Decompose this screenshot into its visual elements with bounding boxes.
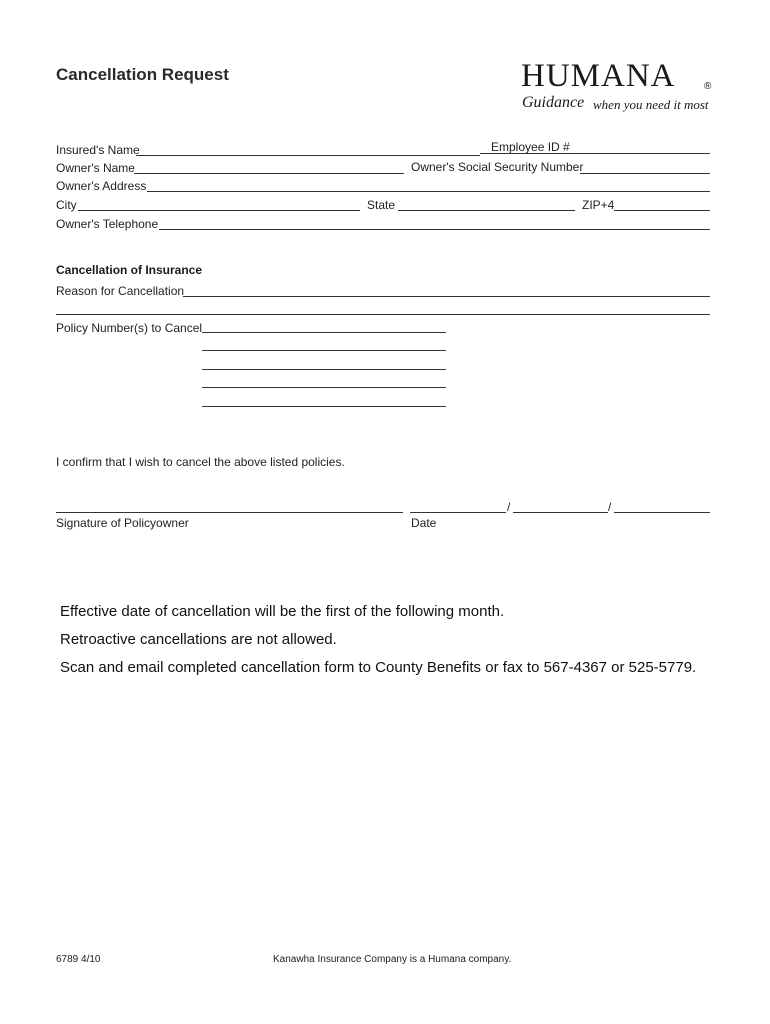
reason-field[interactable]	[183, 282, 710, 297]
city-field[interactable]	[78, 196, 360, 211]
insured-name-field[interactable]	[136, 141, 480, 156]
owner-name-label: Owner's Name	[56, 161, 135, 175]
policy-number-field-1[interactable]	[202, 318, 446, 333]
city-label: City	[56, 198, 77, 212]
reason-label: Reason for Cancellation	[56, 284, 185, 298]
employee-id-label: Employee ID #	[491, 140, 570, 154]
notice-retroactive: Retroactive cancellations are not allowed.	[60, 631, 337, 648]
employee-id-line	[480, 153, 710, 154]
date-year-field[interactable]	[614, 498, 710, 513]
cancellation-section-title: Cancellation of Insurance	[56, 263, 203, 277]
policy-number-field-5[interactable]	[202, 392, 446, 407]
date-month-field[interactable]	[410, 498, 506, 513]
employee-id-field[interactable]	[478, 139, 710, 153]
owner-name-field[interactable]	[134, 159, 404, 174]
owner-telephone-label: Owner's Telephone	[56, 217, 159, 231]
policy-number-field-3[interactable]	[202, 355, 446, 370]
confirm-text: I confirm that I wish to cancel the above listed policies.	[56, 455, 345, 469]
owner-telephone-field[interactable]	[159, 215, 710, 230]
owner-ssn-label: Owner's Social Security Number	[411, 160, 584, 174]
logo-registered-mark: ®	[704, 81, 712, 92]
zip-label: ZIP+4	[582, 198, 615, 212]
logo-guidance: Guidance	[522, 94, 585, 111]
notice-effective-date: Effective date of cancellation will be the first of the following month.	[60, 603, 505, 620]
zip-field[interactable]	[614, 196, 710, 211]
policy-number-field-4[interactable]	[202, 373, 446, 388]
date-separator-2: /	[608, 500, 612, 514]
owner-address-field[interactable]	[147, 177, 710, 192]
owner-ssn-field[interactable]	[580, 159, 710, 174]
signature-label: Signature of Policyowner	[56, 516, 189, 530]
insured-name-label: Insured's Name	[56, 143, 140, 157]
company-note: Kanawha Insurance Company is a Humana company.	[273, 954, 512, 965]
form-number: 6789 4/10	[56, 954, 101, 965]
reason-field-line-2[interactable]	[56, 300, 710, 315]
date-separator-1: /	[507, 500, 511, 514]
logo-name: HUMANA	[521, 58, 676, 94]
logo-tagline: when you need it most	[593, 97, 709, 112]
policy-number-field-2[interactable]	[202, 336, 446, 351]
owner-address-label: Owner's Address	[56, 179, 147, 193]
state-label: State	[367, 198, 396, 212]
page-title: Cancellation Request	[56, 65, 229, 84]
state-field[interactable]	[398, 196, 575, 211]
date-label: Date	[411, 516, 437, 530]
notice-submission: Scan and email completed cancellation form to County Benefits or fax to 567-4367 or 525-5779.	[60, 659, 697, 676]
signature-field[interactable]	[56, 498, 403, 513]
date-day-field[interactable]	[513, 498, 608, 513]
policy-numbers-label: Policy Number(s) to Cancel	[56, 321, 203, 335]
